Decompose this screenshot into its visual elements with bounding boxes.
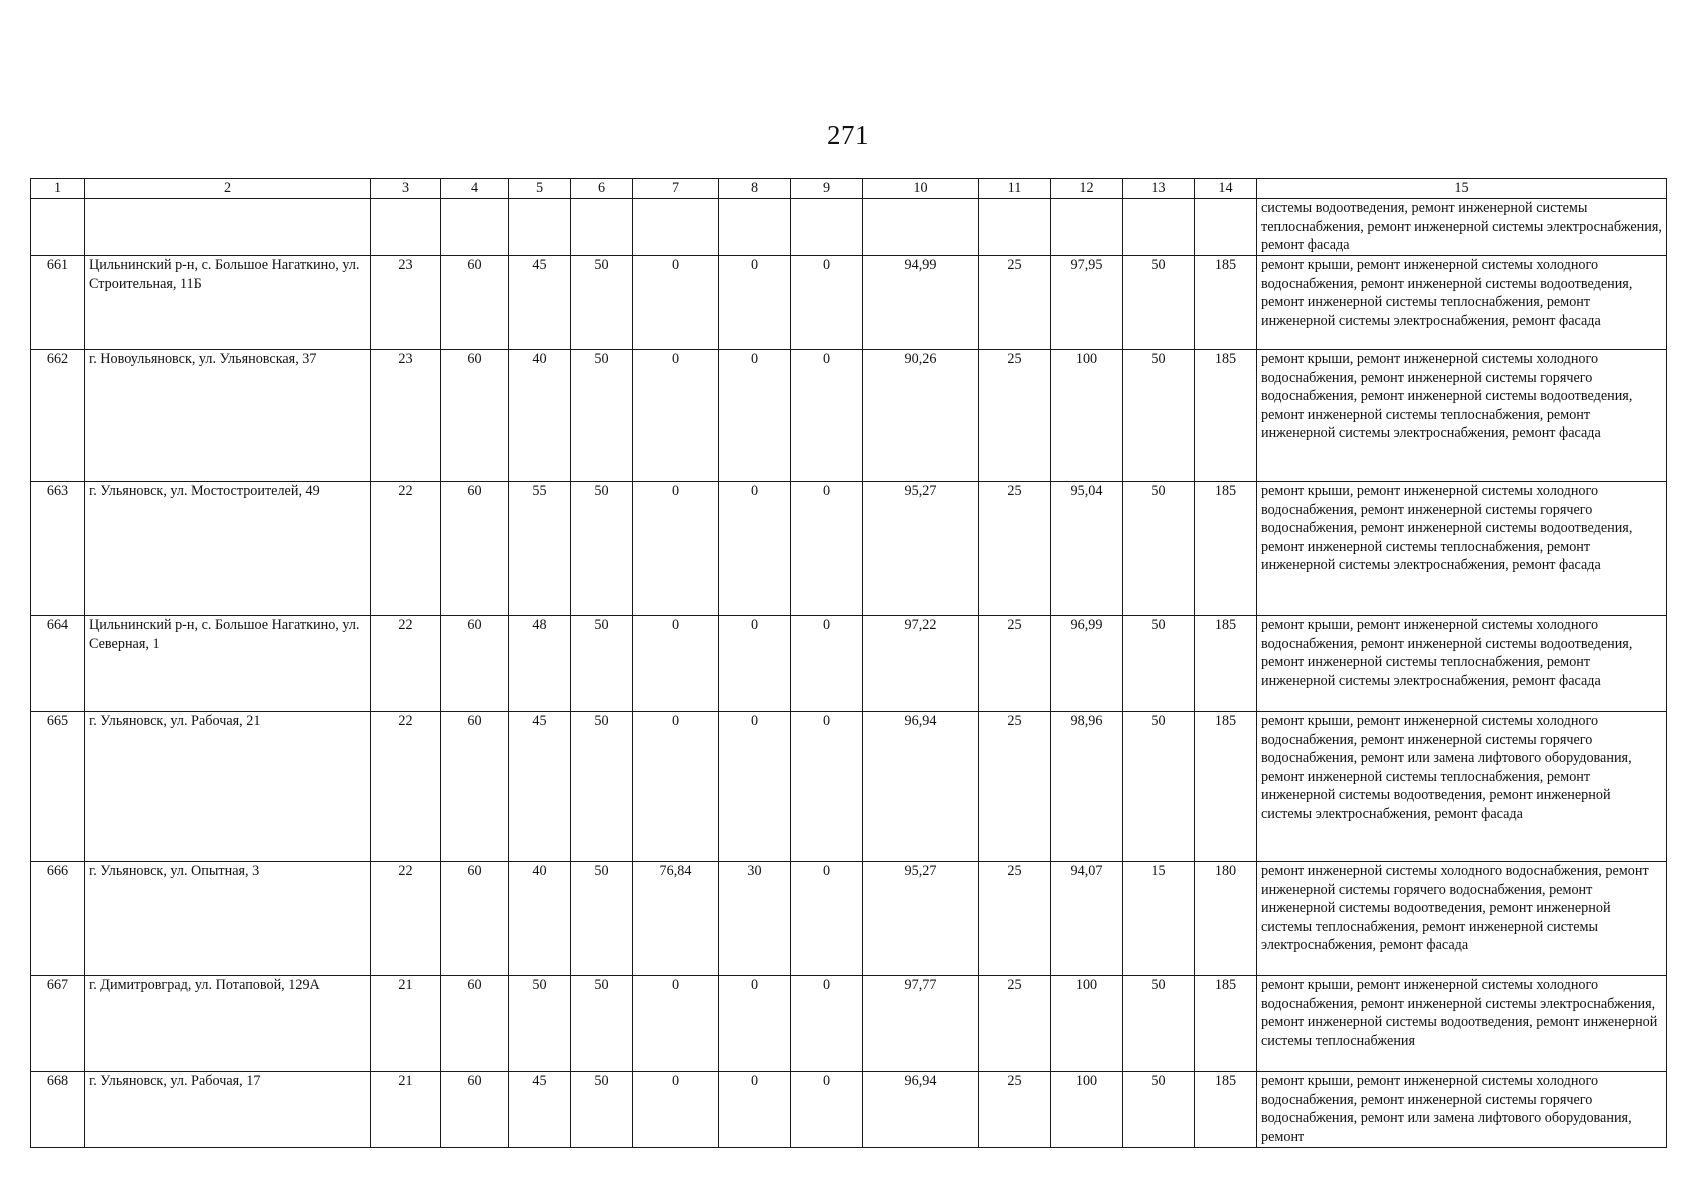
table-row — [31, 712, 1667, 862]
address: г. Ульяновск, ул. Рабочая, 21 — [85, 712, 371, 862]
cell-5: 45 — [509, 1072, 571, 1148]
cell-12: 96,99 — [1051, 616, 1123, 712]
cell-11: 25 — [979, 1072, 1051, 1148]
works-list: ремонт крыши, ремонт инженерной системы холодного водоснабжения, ремонт инженерной системы горячего водоснабжения, ремонт или замена лифтового оборудования, ремонт инженерной системы теплоснабжения, ремонт инженерной системы водоотведения, ремонт инженерной системы электроснабжения, ремонт фасада — [1257, 712, 1667, 862]
cell-9: 0 — [791, 350, 863, 482]
cell-4: 60 — [441, 350, 509, 482]
cell-5: 45 — [509, 712, 571, 862]
table-row — [31, 616, 1667, 712]
address: г. Ульяновск, ул. Опытная, 3 — [85, 862, 371, 976]
cell-10: 95,27 — [863, 862, 979, 976]
column-header: 6 — [571, 179, 633, 199]
address: Цильнинский р-н, с. Большое Нагаткино, ул. Строительная, 11Б — [85, 256, 371, 350]
cell-12: 97,95 — [1051, 256, 1123, 350]
cell-6: 50 — [571, 976, 633, 1072]
cell-13: 50 — [1123, 350, 1195, 482]
continuation-row — [31, 199, 1667, 256]
column-header: 14 — [1195, 179, 1257, 199]
row-number: 662 — [31, 350, 85, 482]
cell-9: 0 — [791, 976, 863, 1072]
column-header: 11 — [979, 179, 1051, 199]
works-list: ремонт крыши, ремонт инженерной системы холодного водоснабжения, ремонт инженерной системы горячего водоснабжения, ремонт или замена лифтового оборудования, ремонт — [1257, 1072, 1667, 1148]
cell-3: 22 — [371, 616, 441, 712]
cell-10: 97,77 — [863, 976, 979, 1072]
table-row — [31, 862, 1667, 976]
cell-6: 50 — [571, 482, 633, 616]
cell-13: 50 — [1123, 712, 1195, 862]
repair-registry-table — [30, 178, 1667, 1148]
cell-3: 23 — [371, 350, 441, 482]
cell-5: 48 — [509, 616, 571, 712]
cell-12: 94,07 — [1051, 862, 1123, 976]
cell-9: 0 — [791, 482, 863, 616]
cell-9: 0 — [791, 862, 863, 976]
cell-6: 50 — [571, 350, 633, 482]
table-row — [31, 976, 1667, 1072]
cell-6: 50 — [571, 256, 633, 350]
cell-9: 0 — [791, 256, 863, 350]
column-header: 13 — [1123, 179, 1195, 199]
cell-8: 30 — [719, 862, 791, 976]
works-list: ремонт крыши, ремонт инженерной системы холодного водоснабжения, ремонт инженерной системы водоотведения, ремонт инженерной системы теплоснабжения, ремонт инженерной системы электроснабжения, ремонт фасада — [1257, 616, 1667, 712]
cell-7: 0 — [633, 350, 719, 482]
table-row — [31, 1072, 1667, 1148]
cell-7: 76,84 — [633, 862, 719, 976]
cell-7: 0 — [633, 616, 719, 712]
page-number: 271 — [827, 120, 869, 150]
column-header: 3 — [371, 179, 441, 199]
cell-8: 0 — [719, 712, 791, 862]
cell-8: 0 — [719, 350, 791, 482]
cell-5: 40 — [509, 350, 571, 482]
cell-11: 25 — [979, 256, 1051, 350]
cell-12: 100 — [1051, 350, 1123, 482]
works-list: системы водоотведения, ремонт инженерной системы теплоснабжения, ремонт инженерной системы электроснабжения, ремонт фасада — [1257, 199, 1667, 256]
cell-3: 21 — [371, 976, 441, 1072]
address: г. Ульяновск, ул. Рабочая, 17 — [85, 1072, 371, 1148]
cell-10: 96,94 — [863, 712, 979, 862]
works-list: ремонт крыши, ремонт инженерной системы холодного водоснабжения, ремонт инженерной системы водоотведения, ремонт инженерной системы теплоснабжения, ремонт инженерной системы электроснабжения, ремонт фасада — [1257, 256, 1667, 350]
cell-4: 60 — [441, 616, 509, 712]
cell-9: 0 — [791, 1072, 863, 1148]
table-row — [31, 482, 1667, 616]
cell-11: 25 — [979, 862, 1051, 976]
cell-11: 25 — [979, 712, 1051, 862]
cell-4: 60 — [441, 1072, 509, 1148]
cell-14: 185 — [1195, 616, 1257, 712]
cell-4: 60 — [441, 256, 509, 350]
cell-11: 25 — [979, 350, 1051, 482]
cell-6: 50 — [571, 862, 633, 976]
cell-14: 185 — [1195, 482, 1257, 616]
cell-9: 0 — [791, 712, 863, 862]
cell-10: 94,99 — [863, 256, 979, 350]
cell-7: 0 — [633, 1072, 719, 1148]
cell-14: 185 — [1195, 712, 1257, 862]
cell-8: 0 — [719, 482, 791, 616]
cell-7: 0 — [633, 712, 719, 862]
cell-10: 96,94 — [863, 1072, 979, 1148]
address: г. Ульяновск, ул. Мостостроителей, 49 — [85, 482, 371, 616]
column-header: 7 — [633, 179, 719, 199]
cell-11: 25 — [979, 976, 1051, 1072]
column-header: 1 — [31, 179, 85, 199]
cell-4: 60 — [441, 976, 509, 1072]
column-header: 15 — [1257, 179, 1667, 199]
cell-8: 0 — [719, 1072, 791, 1148]
cell-4: 60 — [441, 482, 509, 616]
cell-6: 50 — [571, 1072, 633, 1148]
cell-5: 50 — [509, 976, 571, 1072]
cell-14: 185 — [1195, 976, 1257, 1072]
column-header: 10 — [863, 179, 979, 199]
column-number-row — [31, 179, 1667, 199]
cell-3: 22 — [371, 862, 441, 976]
cell-6: 50 — [571, 616, 633, 712]
table-row — [31, 256, 1667, 350]
column-header: 4 — [441, 179, 509, 199]
column-header: 8 — [719, 179, 791, 199]
cell-12: 100 — [1051, 1072, 1123, 1148]
column-header: 9 — [791, 179, 863, 199]
cell-11: 25 — [979, 616, 1051, 712]
row-number: 665 — [31, 712, 85, 862]
column-header: 2 — [85, 179, 371, 199]
cell-4: 60 — [441, 712, 509, 862]
works-list: ремонт крыши, ремонт инженерной системы холодного водоснабжения, ремонт инженерной системы горячего водоснабжения, ремонт инженерной системы водоотведения, ремонт инженерной системы теплоснабжения, ремонт инженерной системы электроснабжения, ремонт фасада — [1257, 350, 1667, 482]
cell-13: 50 — [1123, 1072, 1195, 1148]
works-list: ремонт крыши, ремонт инженерной системы холодного водоснабжения, ремонт инженерной системы горячего водоснабжения, ремонт инженерной системы водоотведения, ремонт инженерной системы теплоснабжения, ремонт инженерной системы электроснабжения, ремонт фасада — [1257, 482, 1667, 616]
cell-10: 95,27 — [863, 482, 979, 616]
cell-3: 23 — [371, 256, 441, 350]
row-number: 664 — [31, 616, 85, 712]
address: Цильнинский р-н, с. Большое Нагаткино, ул. Северная, 1 — [85, 616, 371, 712]
row-number: 668 — [31, 1072, 85, 1148]
cell-10: 90,26 — [863, 350, 979, 482]
cell-4: 60 — [441, 862, 509, 976]
cell-7: 0 — [633, 256, 719, 350]
row-number: 666 — [31, 862, 85, 976]
cell-12: 98,96 — [1051, 712, 1123, 862]
cell-5: 45 — [509, 256, 571, 350]
works-list: ремонт инженерной системы холодного водоснабжения, ремонт инженерной системы горячего водоснабжения, ремонт инженерной системы водоотведения, ремонт инженерной системы теплоснабжения, ремонт инженерной системы электроснабжения, ремонт фасада — [1257, 862, 1667, 976]
cell-6: 50 — [571, 712, 633, 862]
cell-14: 185 — [1195, 1072, 1257, 1148]
cell-14: 180 — [1195, 862, 1257, 976]
works-list: ремонт крыши, ремонт инженерной системы холодного водоснабжения, ремонт инженерной системы электроснабжения, ремонт инженерной системы водоотведения, ремонт инженерной системы теплоснабжения — [1257, 976, 1667, 1072]
row-number: 667 — [31, 976, 85, 1072]
table-row — [31, 350, 1667, 482]
cell-11: 25 — [979, 482, 1051, 616]
cell-3: 22 — [371, 482, 441, 616]
cell-13: 50 — [1123, 482, 1195, 616]
column-header: 12 — [1051, 179, 1123, 199]
column-header: 5 — [509, 179, 571, 199]
cell-10: 97,22 — [863, 616, 979, 712]
cell-12: 95,04 — [1051, 482, 1123, 616]
cell-7: 0 — [633, 976, 719, 1072]
cell-13: 15 — [1123, 862, 1195, 976]
cell-14: 185 — [1195, 256, 1257, 350]
cell-5: 55 — [509, 482, 571, 616]
cell-3: 22 — [371, 712, 441, 862]
cell-3: 21 — [371, 1072, 441, 1148]
address: г. Димитровград, ул. Потаповой, 129А — [85, 976, 371, 1072]
cell-8: 0 — [719, 976, 791, 1072]
cell-13: 50 — [1123, 616, 1195, 712]
cell-9: 0 — [791, 616, 863, 712]
cell-8: 0 — [719, 256, 791, 350]
cell-5: 40 — [509, 862, 571, 976]
cell-8: 0 — [719, 616, 791, 712]
row-number: 663 — [31, 482, 85, 616]
row-number: 661 — [31, 256, 85, 350]
cell-13: 50 — [1123, 256, 1195, 350]
cell-7: 0 — [633, 482, 719, 616]
cell-14: 185 — [1195, 350, 1257, 482]
address: г. Новоульяновск, ул. Ульяновская, 37 — [85, 350, 371, 482]
cell-12: 100 — [1051, 976, 1123, 1072]
cell-13: 50 — [1123, 976, 1195, 1072]
